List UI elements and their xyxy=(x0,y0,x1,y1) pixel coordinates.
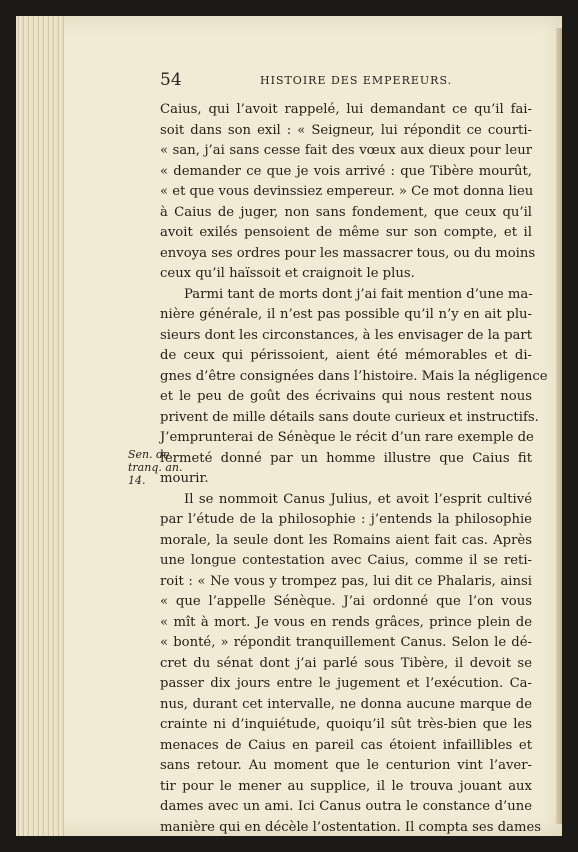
margin-note-line: tranq. an. xyxy=(128,461,183,474)
text-line: à Caius de juger, non sans fondement, que ceux qu’il xyxy=(160,204,532,220)
text-line: et le peu de goût des écrivains qui nous restent nous xyxy=(160,389,532,404)
text-line: Caius, qui l’avoit rappelé, lui demandant ce qu’il fai- xyxy=(160,102,532,117)
text-line: par l’étude de la philosophie : j’entends la philosophie xyxy=(160,512,532,527)
text-line: « mît à mort. Je vous en rends grâces, prince plein de xyxy=(160,614,532,630)
body-text xyxy=(160,100,548,838)
text-line: Parmi tant de morts dont j’ai fait mention d’une ma- xyxy=(184,286,533,302)
text-line: « que l’appelle Sénèque. J’ai ordonné que l’on vous xyxy=(160,594,532,609)
page-gutter xyxy=(16,16,64,836)
text-line: « demander ce que je vois arrivé : que Tibère mourût, xyxy=(160,163,532,179)
page-edge xyxy=(556,28,562,824)
text-line: « et que vous devinssiez empereur. » Ce mot donna lieu xyxy=(160,184,534,199)
text-line: manière qui en décèle l’ostentation. Il compta ses dames xyxy=(160,819,542,835)
text-line: passer dix jours entre le jugement et l’exécution. Ca- xyxy=(160,676,532,691)
text-line: sans retour. Au moment que le centurion vint l’aver- xyxy=(160,758,532,773)
text-line: fermeté donné par un homme illustre que Caius fit xyxy=(160,450,532,466)
text-line: roit : « Ne vous y trompez pas, lui dit ce Phalaris, ainsi xyxy=(160,573,532,589)
text-line: tir pour le mener au supplice, il le trouva jouant aux xyxy=(160,778,532,794)
paragraph xyxy=(160,100,536,285)
text-line: envoya ses ordres pour les massacrer tous, ou du moins xyxy=(160,245,536,261)
text-line: dames avec un ami. Ici Canus outra le constance d’une xyxy=(160,799,532,814)
text-line: nus, durant cet intervalle, ne donna aucune marque de xyxy=(160,696,532,712)
book-page xyxy=(16,16,562,836)
text-line: gnes d’être consignées dans l’histoire. Mais la négligence xyxy=(160,368,548,384)
text-line: soit dans son exil : « Seigneur, lui répondit ce courti- xyxy=(160,122,532,138)
margin-note-line: 14. xyxy=(128,474,146,487)
text-line: une longue contestation avec Caius, comme il se reti- xyxy=(160,553,532,568)
running-head: HISTOIRE DES EMPEREURS. xyxy=(260,74,453,87)
text-line: mourir. xyxy=(160,471,209,486)
page-number: 54 xyxy=(160,70,182,90)
text-line: nière générale, il n’est pas possible qu’il n’y en ait plu- xyxy=(160,307,532,322)
text-line: morale, la seule dont les Romains aient fait cas. Après xyxy=(160,532,532,548)
paragraph xyxy=(160,490,542,839)
text-line: ceux qu’il haïssoit et craignoit le plus. xyxy=(160,266,415,281)
margin-note-line: Sen. de xyxy=(128,448,170,461)
page-header xyxy=(160,70,534,92)
text-line: « san, j’ai sans cesse fait des vœux aux dieux pour leur xyxy=(160,143,532,158)
text-line: sieurs dont les circonstances, à les envisager de la part xyxy=(160,327,532,343)
text-line: avoit exilés pensoient de même sur son compte, et il xyxy=(160,225,532,240)
text-line: privent de mille détails sans doute curieux et instructifs. xyxy=(160,409,539,425)
text-line: « bonté, » répondit tranquillement Canus. Selon le dé- xyxy=(160,635,532,650)
text-line: Il se nommoit Canus Julius, et avoit l’esprit cultivé xyxy=(184,491,532,507)
text-line: J’emprunterai de Sénèque le récit d’un rare exemple de xyxy=(160,430,534,445)
text-line: menaces de Caius en pareil cas étoient infaillibles et xyxy=(160,737,532,753)
text-line: cret du sénat dont j’ai parlé sous Tibère, il devoit se xyxy=(160,655,532,671)
text-line: crainte ni d’inquiétude, quoiqu’il sût très-bien que les xyxy=(160,717,532,732)
text-line: de ceux qui périssoient, aient été mémorables et di- xyxy=(160,348,532,363)
paragraph xyxy=(160,285,548,490)
